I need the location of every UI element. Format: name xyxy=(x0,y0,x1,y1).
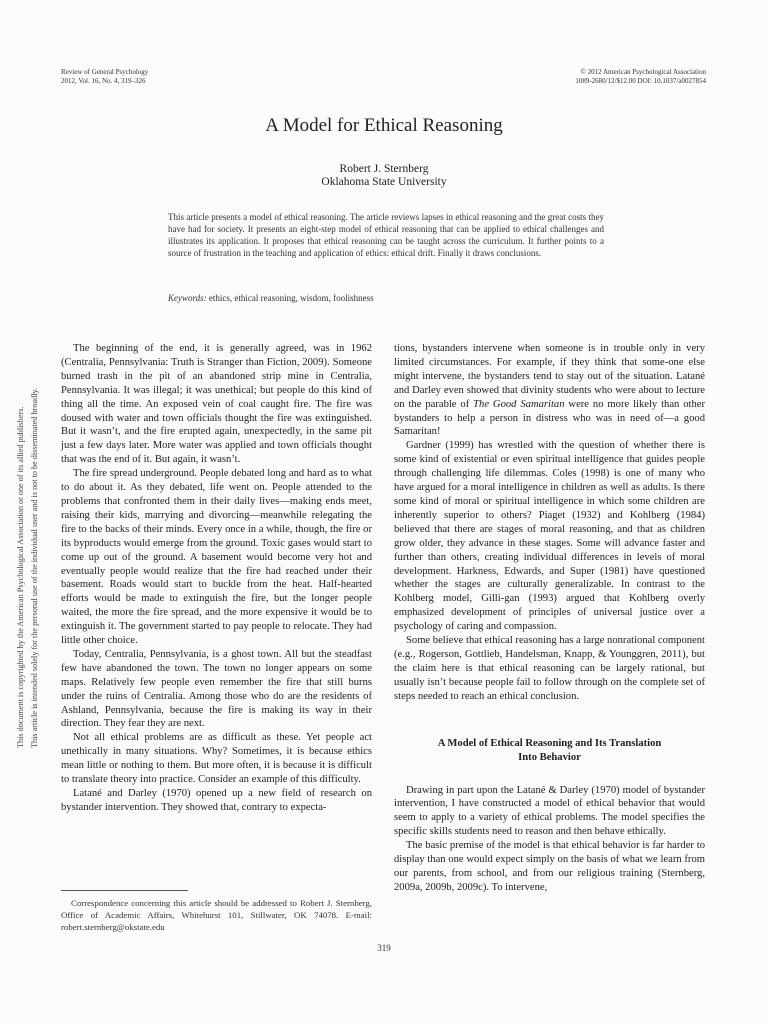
side-notice-line-1: This document is copyrighted by the American Psychological Association or one of its allied publishers. xyxy=(16,406,25,748)
author-block xyxy=(0,163,768,189)
doi-line: 1089-2680/12/$12.00 DOI: 10.1037/a0027854 xyxy=(575,77,706,85)
journal-volume: 2012, Vol. 16, No. 4, 319–326 xyxy=(61,77,146,85)
journal-header xyxy=(61,68,148,86)
paragraph: Drawing in part upon the Latané & Darley (1970) model of bystander intervention, I have constructed a model of ethical behavior that would seem to apply to a variety of ethical problems. The model specifies the specific skills students need to reason and then behave ethically. xyxy=(394,784,705,838)
keywords-label: Keywords: xyxy=(168,293,207,303)
side-copyright-notice xyxy=(14,288,42,748)
article-title: A Model for Ethical Reasoning xyxy=(265,115,503,136)
copyright-line: © 2012 American Psychological Association xyxy=(580,68,706,76)
paragraph: The beginning of the end, it is generally agreed, was in 1962 (Centralia, Pennsylvania: Truth is Stranger than Fiction, 2009). Someone burned trash in the pit of an abandoned strip mine in Centralia, Pennsylvania. It was illegal; it was unethical; but people do this kind of thing all the time. An exposed vein of coal caught fire. The fire was doused with water and town officials thought the fire was extinguished. But it wasn’t, and the fire erupted again, unexpectedly, in the same pit just a few days later. More water was applied and town officials thought that was the end of it. But again, it wasn’t. xyxy=(61,343,372,466)
keywords-text: ethics, ethical reasoning, wisdom, foolishness xyxy=(208,293,374,303)
section-heading: A Model of Ethical Reasoning and Its Translation Into Behavior xyxy=(437,737,662,763)
paragraph: Today, Centralia, Pennsylvania, is a ghost town. All but the steadfast few have abandoned the town. The town no longer appears on some maps. Relatively few people even remember the fire that still burns under the ruins of Centralia. Among those who do are the residents of Ashland, Pennsylvania, because the fire is making its way in their direction. They fear they are next. xyxy=(61,648,372,730)
keywords-line xyxy=(168,292,604,304)
author-affiliation: Oklahoma State University xyxy=(321,176,447,188)
correspondence-footnote: Correspondence concerning this article should be addressed to Robert J. Sternberg, Office of Academic Affairs, Whitehurst 101, Stillwater, OK 74078. E-mail: robert.sternberg@okstate.edu xyxy=(61,898,372,932)
paragraph: Some believe that ethical reasoning has a large nonrational component (e.g., Rogerson, Gottlieb, Handelsman, Knapp, & Younggren, 2011), but the claim here is that ethical reasoning can be largely rational, but usually isn’t because people fail to follow through on the complete set of steps needed to reach an ethical conclusion. xyxy=(394,635,705,702)
body-left-column xyxy=(61,342,372,815)
side-notice-line-2: This article is intended solely for the personal use of the individual user and is not to be disseminated broadly. xyxy=(30,387,39,748)
author-name: Robert J. Sternberg xyxy=(339,163,429,175)
page-number: 319 xyxy=(377,943,391,953)
footnote-divider xyxy=(61,890,188,891)
body-right-column xyxy=(394,342,705,895)
paragraph: tions, bystanders intervene when someone is in trouble only in very limited circumstances. For example, if they think that some-one else might intervene, the bystanders tend to stay out of the situation. Latané and Darley even showed that divinity students who were about to lecture on the parable of The Good Samaritan were no more likely than other bystanders to help a person in distress who was in need of—a good Samaritan! xyxy=(394,343,706,438)
copyright-header xyxy=(575,68,706,86)
italic-title: The Good Samaritan xyxy=(473,398,565,410)
paragraph: Not all ethical problems are as difficult as these. Yet people act unethically in many situations. Why? Sometimes, it is because ethics mean little or nothing to them. But more often, it is because it is difficult to translate theory into practice. Consider an example of this difficulty. xyxy=(61,732,372,786)
paragraph: The fire spread underground. People debated long and hard as to what to do about it. As they debated, life went on. People attended to the problems that confronted them in their daily lives—making ends meet, raising their kids, marrying and divorcing—meanwhile relegating the fire to the backs of their minds. Every once in a while, though, the fire or its byproducts would emerge from the ground. Toxic gases would start to come up out of the ground. A basement would become very hot and eventually people would realize that the fire had reached under their basement. Roads would start to buckle from the heat. Half-hearted efforts would be made to extinguish the fire, but the longer people waited, the more the fire spread, and the more expensive it would be to extinguish it. The government started to pay people to relocate. They had little other choice. xyxy=(61,468,372,647)
journal-name: Review of General Psychology xyxy=(61,68,149,76)
paragraph: Latané and Darley (1970) opened up a new field of research on bystander intervention. They showed that, contrary to expecta- xyxy=(61,788,372,813)
abstract: This article presents a model of ethical reasoning. The article reviews lapses in ethical reasoning and the great costs they have had for society. It presents an eight-step model of ethical reasoning that can be applied to ethical challenges and illustrates its application. It proposes that ethical reasoning can be taught across the curriculum. It further points to a source of frustration in the teaching and application of ethics: ethical drift. Finally it draws conclusions. xyxy=(168,212,604,258)
paragraph: The basic premise of the model is that ethical behavior is far harder to display than one would expect simply on the basis of what we learn from our parents, from school, and from our religious training (Sternberg, 2009a, 2009b, 2009c). To intervene, xyxy=(394,840,705,893)
paragraph: Gardner (1999) has wrestled with the question of whether there is some kind of existential or even spiritual intelligence that guides people through challenging life dilemmas. Coles (1998) is one of many who have argued for a moral intelligence in children as well as adults. Is there some kind of moral or spiritual intelligence in which some children are inherently superior to others? Piaget (1932) and Kohlberg (1984) believed that there are stages of moral reasoning, and that as children grow older, they advance in these stages. Some will advance faster and further than others, creating individual differences in levels of moral development. Harkness, Edwards, and Super (1981) have questioned whether the stages are culturally generalizable. In contrast to the Kohlberg model, Gilli-gan (1993) argued that Kohlberg overly emphasized development of principles of universal justice over a psychology of caring and compassion. xyxy=(394,440,705,633)
